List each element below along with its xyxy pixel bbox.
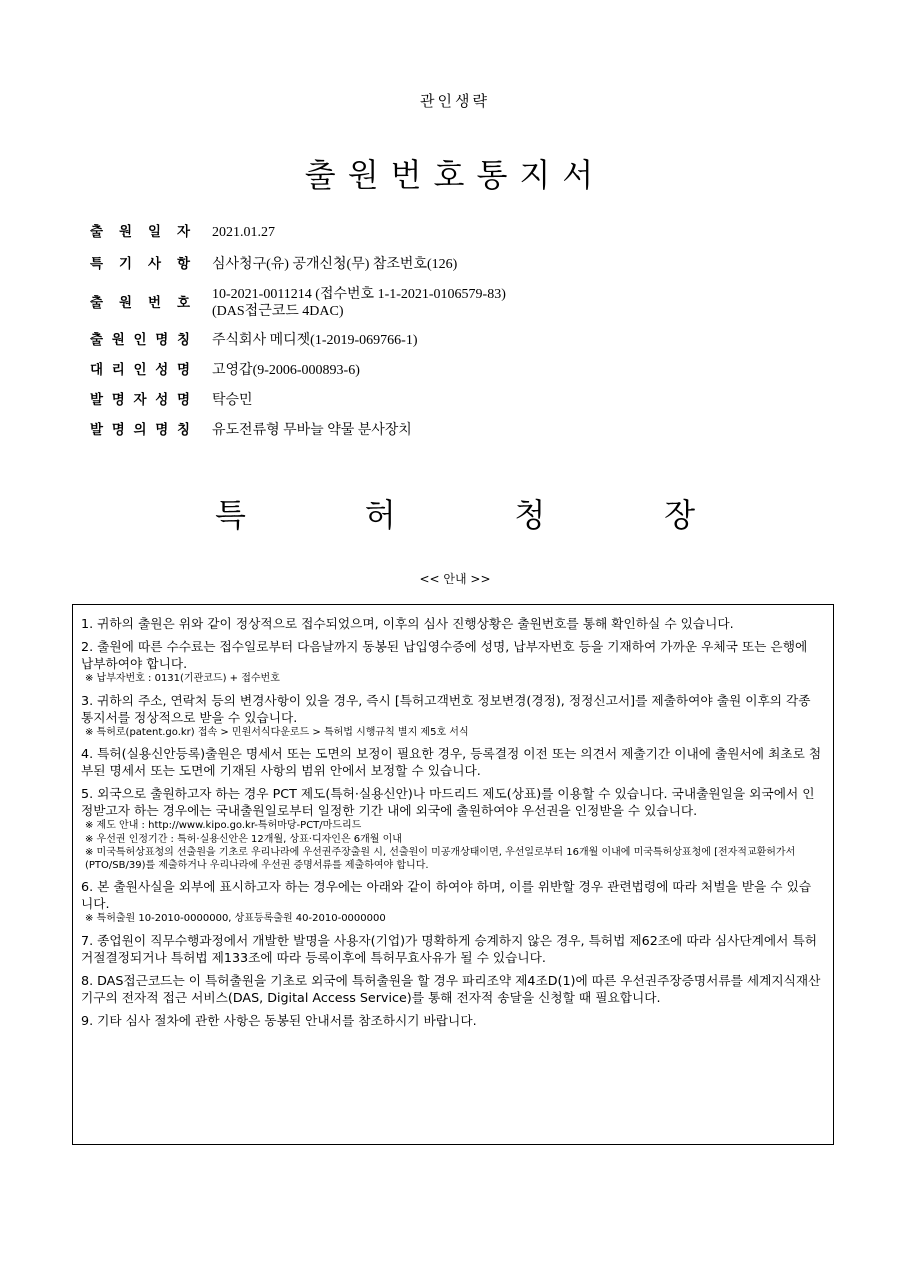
issuer-char: 장 [664,496,695,534]
field-row [90,256,457,273]
field-row [90,332,417,349]
guide-item-text: 7. 종업원이 직무수행과정에서 개발한 발명을 사용자(기업)가 명확하게 승계하지 않은 경우, 특허법 제62조에 따라 심사단계에서 특허거절결정되거나 특허법 제133조에 따라 등록이후에 특허무효사유가 될 수 있습니다. [81,932,817,965]
guide-note: ※ 미국특허상표청의 선출원을 기초로 우리나라에 우선권주장출원 시, 선출원이 미공개상태이면, 우선일로부터 16개월 이내에 미국특허상표청에 [전자적교환허가서(PTO/SB/39)를 제출하거나 우리나라에 우선권 증명서류를 제출하여야 합니다. [85,847,796,871]
guide-item-text: 2. 출원에 따른 수수료는 접수일로부터 다음날까지 동봉된 납입영수증에 성명, 납부자번호 등을 기재하여 가까운 우체국 또는 은행에 납부하여야 합니다. [81,639,808,671]
field-value-line: 탁승민 [212,393,253,408]
guide-item-text: 9. 기타 심사 절차에 관한 사항은 동봉된 안내서를 참조하시기 바랍니다. [81,1012,477,1028]
guide-item-text: 3. 귀하의 주소, 연락처 등의 변경사항이 있을 경우, 즉시 [특허고객번호 정보변경(경정), 정정신고서]를 제출하여야 출원 이후의 각종 통지서를 정상적으로 받을 수 있습니다. [81,692,811,725]
field-value [212,332,417,349]
field-value [212,392,253,409]
guide-item-text: 8. DAS접근코드는 이 특허출원을 기초로 외국에 특허출원을 할 경우 파리조약 제4조D(1)에 따른 우선권주장증명서류를 세계지식재산기구의 전자적 접근 서비스(DAS, Digital Access Service)를 통해 전자적 송달을 신청할 때 필요합니다. [81,972,821,1005]
guide-heading: << 안내 >> [419,572,491,586]
guide-item [81,745,823,779]
issuer-name [215,490,695,536]
official-seal-note: 관인생략 [420,92,490,110]
guide-item-text: 6. 본 출원사실을 외부에 표시하고자 하는 경우에는 아래와 같이 하여야 하며, 이를 위반할 경우 관련법령에 따라 처벌을 받을 수 있습니다. [81,879,812,911]
field-row [90,362,360,379]
guide-note: ※ 우선권 인정기간 : 특허·실용신안은 12개월, 상표·디자인은 6개월 이내 [85,833,402,845]
guide-item [81,638,823,686]
guide-note: ※ 납부자번호 : 0131(기관코드) + 접수번호 [85,673,280,684]
field-label: 출 원 번 호 [90,295,190,311]
guide-item [81,1012,823,1029]
field-value [212,286,506,320]
guide-item-text: 1. 귀하의 출원은 위와 같이 정상적으로 접수되었으며, 이후의 심사 진행상황은 출원번호를 통해 확인하실 수 있습니다. [81,616,734,631]
guide-box [72,604,834,1145]
field-value-line: 고영갑(9-2006-000893-6) [212,363,360,378]
field-value-line: 10-2021-0011214 (접수번호 1-1-2021-0106579-83) [212,287,506,302]
guide-note: ※ 특허로(patent.go.kr) 접속 > 민원서식다운로드 > 특허법 시행규칙 별지 제5호 서식 [85,726,469,738]
field-value-line: 심사청구(유) 공개신청(무) 참조번호(126) [212,257,458,272]
field-row [90,422,412,439]
guide-item [81,615,823,632]
document-title: 출원번호통지서 [304,156,606,194]
field-label: 발 명 의 명 칭 [90,422,190,438]
guide-item [81,785,823,872]
field-label: 대 리 인 성 명 [90,362,190,378]
field-label: 발 명 자 성 명 [90,392,190,408]
guide-item [81,972,823,1006]
field-label: 특 기 사 항 [90,256,190,272]
guide-note: ※ 특허출원 10-2010-0000000, 상표등록출원 40-2010-0000000 [85,913,386,924]
guide-item [81,932,823,966]
field-value-line: 유도전류형 무바늘 약물 분사장치 [212,423,412,438]
field-label: 출 원 일 자 [90,224,190,240]
field-value-line: (DAS접근코드 4DAC) [212,304,344,319]
issuer-char: 청 [514,496,546,534]
guide-note: ※ 제도 안내 : http://www.kipo.go.kr-특허마당-PCT/마드리드 [85,820,362,831]
field-row [90,286,506,320]
field-label: 출 원 인 명 칭 [90,332,190,348]
field-value [212,362,360,379]
field-value [212,224,275,241]
issuer-char: 허 [364,496,396,534]
guide-item [81,878,823,926]
issuer-char: 특 [215,496,246,534]
field-row [90,392,253,409]
field-row [90,224,275,241]
guide-item [81,692,823,740]
guide-item-text: 4. 특허(실용신안등록)출원은 명세서 또는 도면의 보정이 필요한 경우, 등록결정 이전 또는 의견서 제출기간 이내에 출원서에 최초로 첨부된 명세서 또는 도면에 기재된 사항의 범위 안에서 보정할 수 있습니다. [81,746,822,778]
field-value-line: 2021.01.27 [212,225,275,240]
field-value [212,422,412,439]
field-value [212,256,457,273]
field-value-line: 주식회사 메디젯(1-2019-069766-1) [212,333,418,348]
guide-item-text: 5. 외국으로 출원하고자 하는 경우 PCT 제도(특허·실용신안)나 마드리드 제도(상표)를 이용할 수 있습니다. 국내출원일을 외국에서 인정받고자 하는 경우에는 국내출원일로부터 일정한 기간 내에 외국에 출원하여야 우선권을 인정받을 수 있습니다. [81,786,815,818]
